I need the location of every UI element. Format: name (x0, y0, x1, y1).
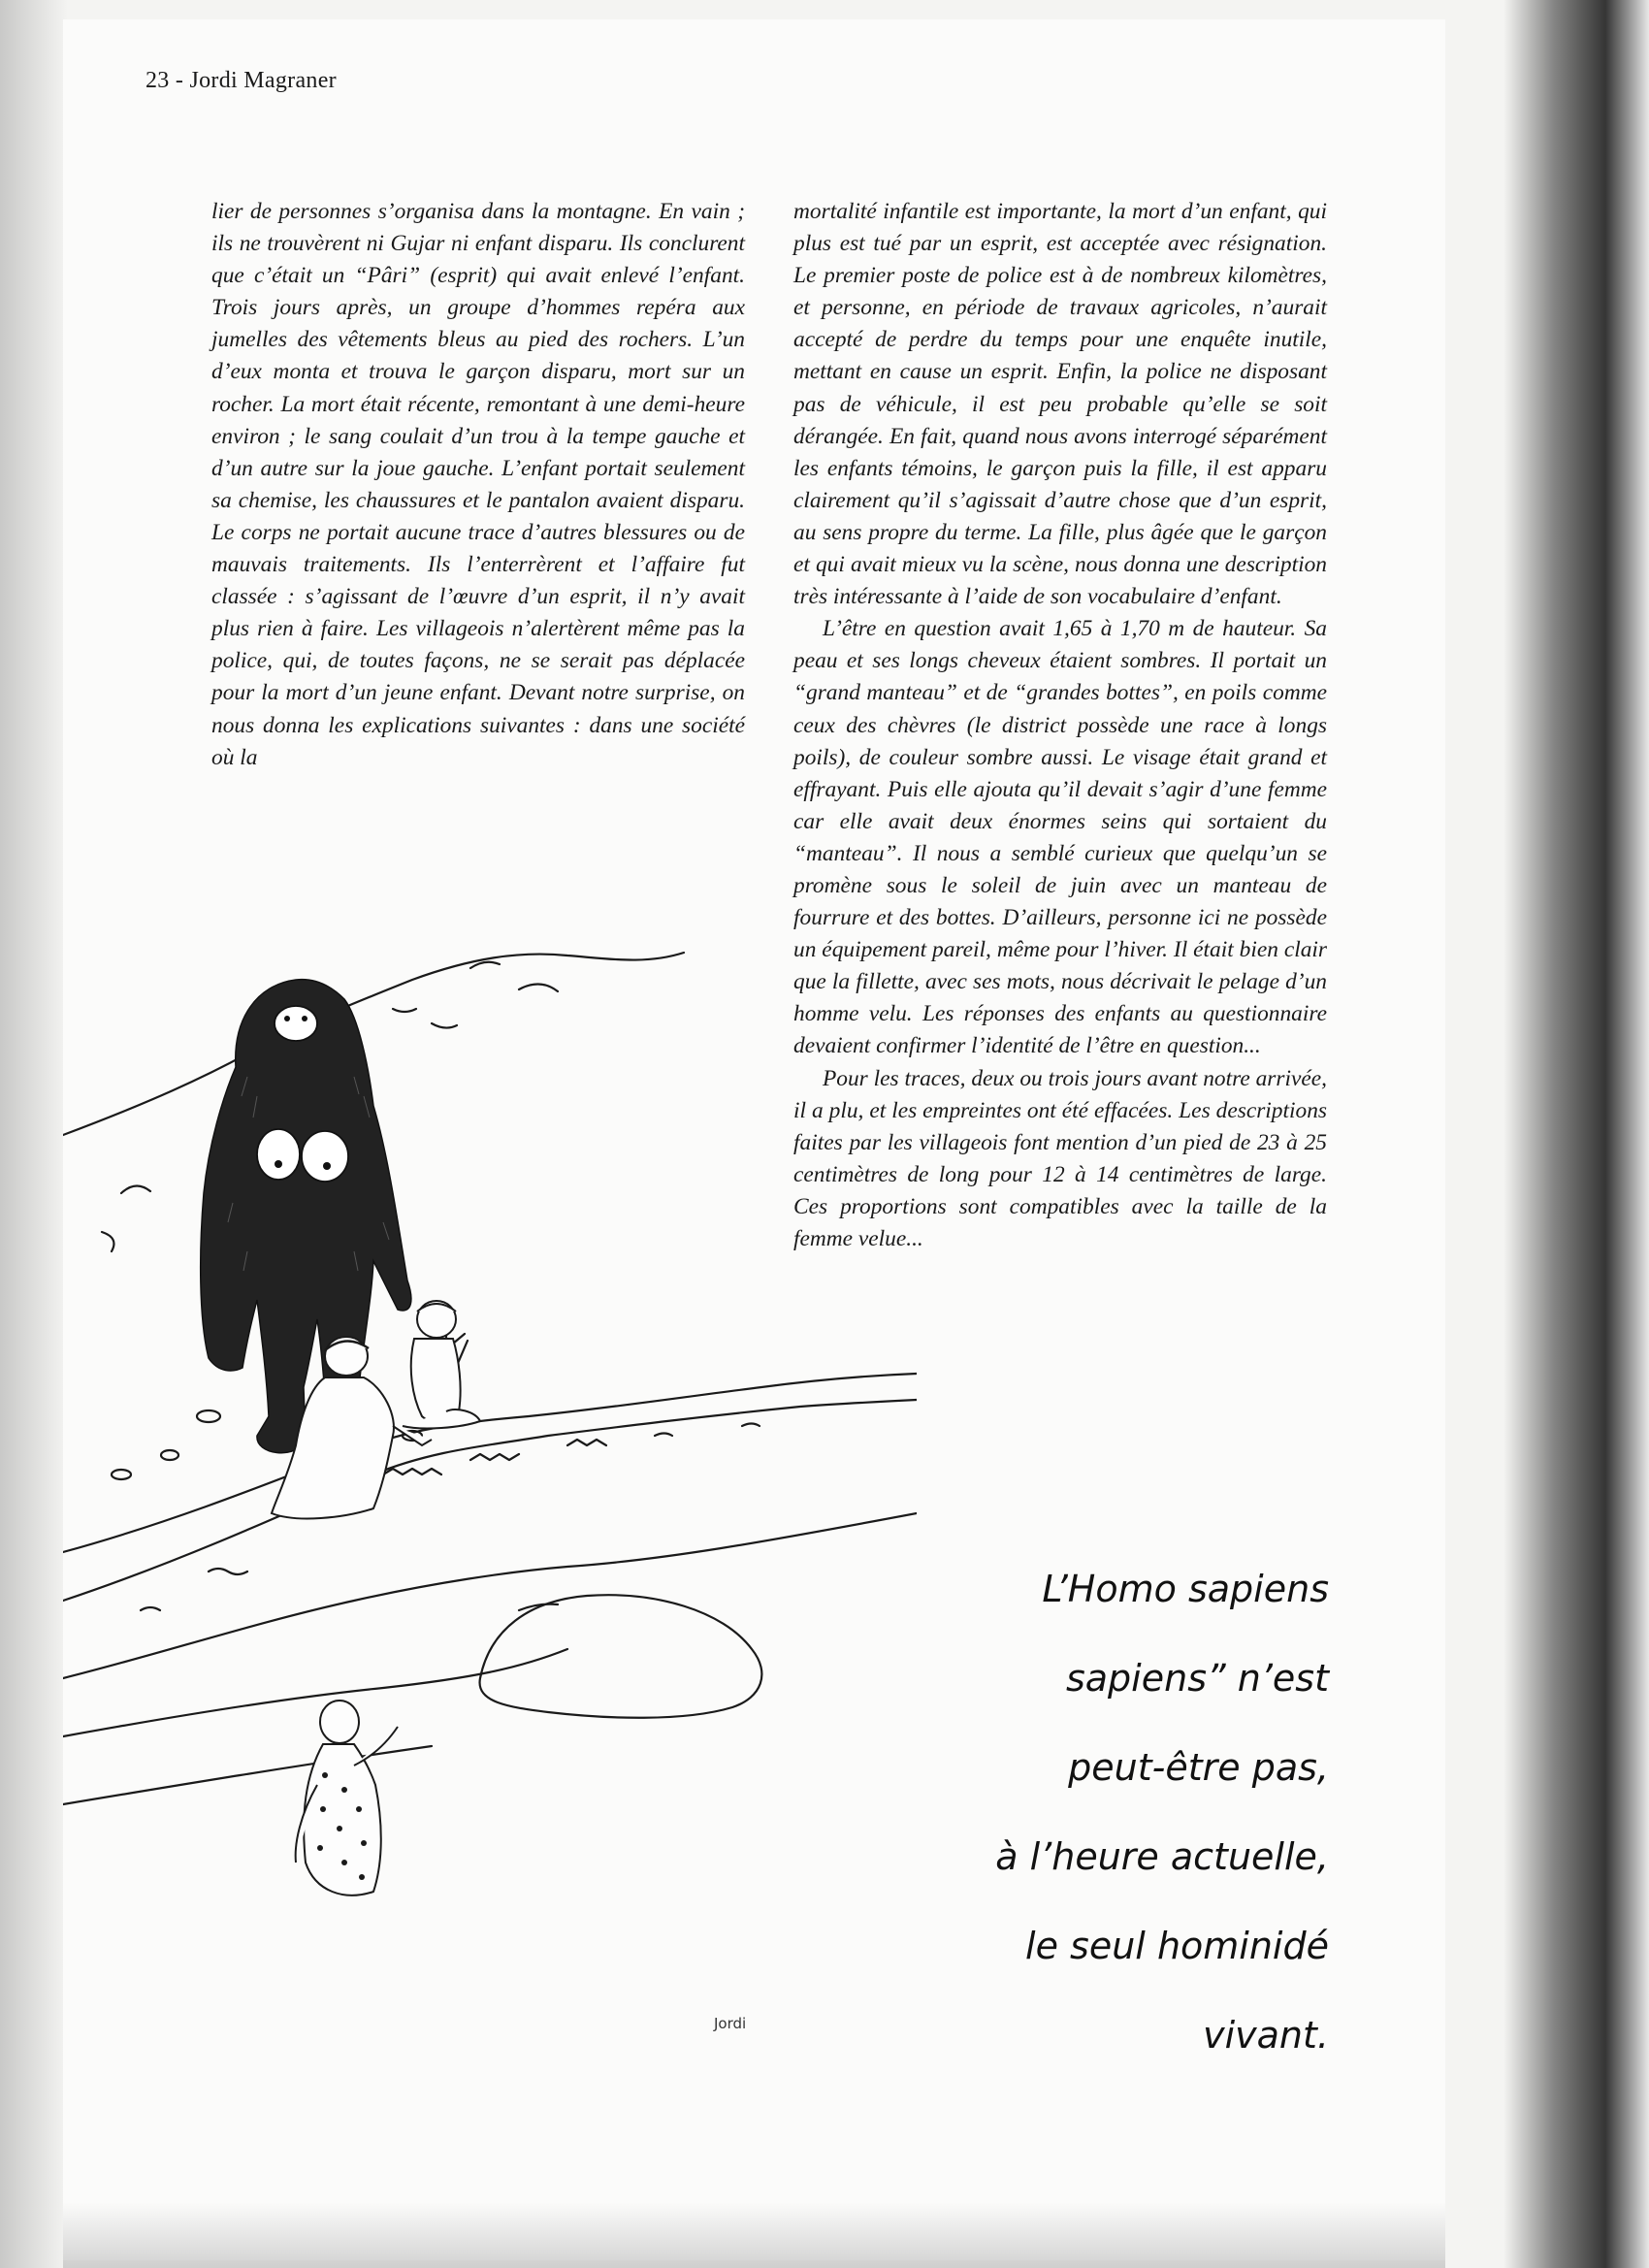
pull-quote (989, 1544, 1329, 2080)
hairy-creature (201, 980, 411, 1453)
right-paragraph-1: mortalité infantile est importante, la mort d’un enfant, qui plus est tué par un esprit, est acceptée avec résignation. Le premier poste de police est à de nombreux kilomètres, et personne, en période de travaux agricoles, n’aurait accepté de perdre du temps pour une enquête inutile, mettant en cause un esprit. Enfin, la police ne disposant pas de véhicule, il est peu probable qu’elle se soit dérangée. En fait, quand nous avons interrogé séparément les enfants témoins, le garçon puis la fille, il est apparu clairement qu’il s’agissait d’autre chose que d’un esprit, au sens propre du terme. La fille, plus âgée que le garçon et qui avait mieux vu la scène, nous donna une description très intéressante à l’aide de son vocabulaire d’enfant. (793, 199, 1327, 610)
pull-quote-line-5: le seul hominidé (1025, 1925, 1329, 1967)
path-edge-top (63, 1400, 917, 1601)
running-head: 23 - Jordi Magraner (146, 68, 337, 93)
scan-left-edge (0, 0, 68, 2268)
illustration-signature: Jordi (714, 2015, 747, 2032)
left-paragraph-1: lier de personnes s’organisa dans la montagne. En vain ; ils ne trouvèrent ni Gujar ni enfant disparu. Ils conclurent que c’était un “Pâri” (esprit) qui avait enlevé l’enfant. Trois jours après, un groupe d’hommes repéra aux jumelles des vêtements bleus au pied des rochers. L’un d’eux monta et trouva le garçon disparu, mort sur un rocher. La mort était récente, remontant à une demi-heure environ ; le sang coulait d’un trou à la tempe gauche et d’un autre sur la joue gauche. L’enfant portait seulement sa chemise, les chaussures et le pantalon avaient disparu. Le corps ne portait aucune trace d’autres blessures ou de mauvais traitements. Ils l’enterrèrent et l’affaire fut classée : s’agissant de l’œuvre d’un esprit, il n’y avait plus rien à faire. Les villageois n’alertèrent même pas la police, qui, de toutes façons, ne se serait pas déplacée pour la mort d’un jeune enfant. Devant notre surprise, on nous donna les explications suivantes : dans une société où la (211, 199, 745, 770)
illustration-yeti-scene (63, 931, 917, 2037)
right-paragraph-3: Pour les traces, deux ou trois jours avant notre arrivée, il a plu, et les empreintes ont été effacées. Les descriptions faites par les villageois font mention d’un pied de 23 à 25 centimètres de long pour 12 à 14 centimètres de large. Ces proportions sont compatibles avec la taille de la femme velue... (793, 1065, 1327, 1251)
right-paragraph-2: L’être en question avait 1,65 à 1,70 m de hauteur. Sa peau et ses longs cheveux étaient sombres. Il portait un “grand manteau” et de “grandes bottes”, en poils comme ceux des chèvres (le district possède une race à longs poils), de couleur sombre aussi. Le visage était grand et effrayant. Puis elle ajouta qu’il devait s’agir d’une femme car elle avait deux énormes seins qui sortaient du “manteau”. Il nous a semblé curieux que quelqu’un se promène sous le soleil de juin avec un manteau de fourrure et des bottes. D’ailleurs, personne ici ne possède un équipement pareil, même pour l’hiver. Il était bien clair que la fillette, avec ses mots, nous décrivait le pelage d’un homme velu. Les réponses des enfants au questionnaire devaient confirmer l’identité de l’être en question... (793, 616, 1327, 1059)
pull-quote-line-1: L’Homo sapiens (1042, 1568, 1329, 1610)
creature-face (275, 1006, 317, 1041)
pull-quote-line-6: vivant. (1203, 2014, 1329, 2057)
child-sitting (403, 1301, 480, 1428)
pull-quote-line-4: à l’heure actuelle, (995, 1835, 1329, 1878)
path-edge-upper (63, 1374, 917, 1552)
scan-bottom-shadow (63, 2202, 1445, 2268)
child-girl-crouching (296, 1701, 398, 1895)
pull-quote-line-3: peut-être pas, (1068, 1746, 1329, 1789)
left-text-column (211, 196, 745, 774)
pull-quote-line-2: sapiens” n’est (1065, 1657, 1329, 1700)
rock (480, 1595, 762, 1718)
path-edge-lower (63, 1513, 917, 1678)
scan-right-edge (1504, 0, 1649, 2268)
